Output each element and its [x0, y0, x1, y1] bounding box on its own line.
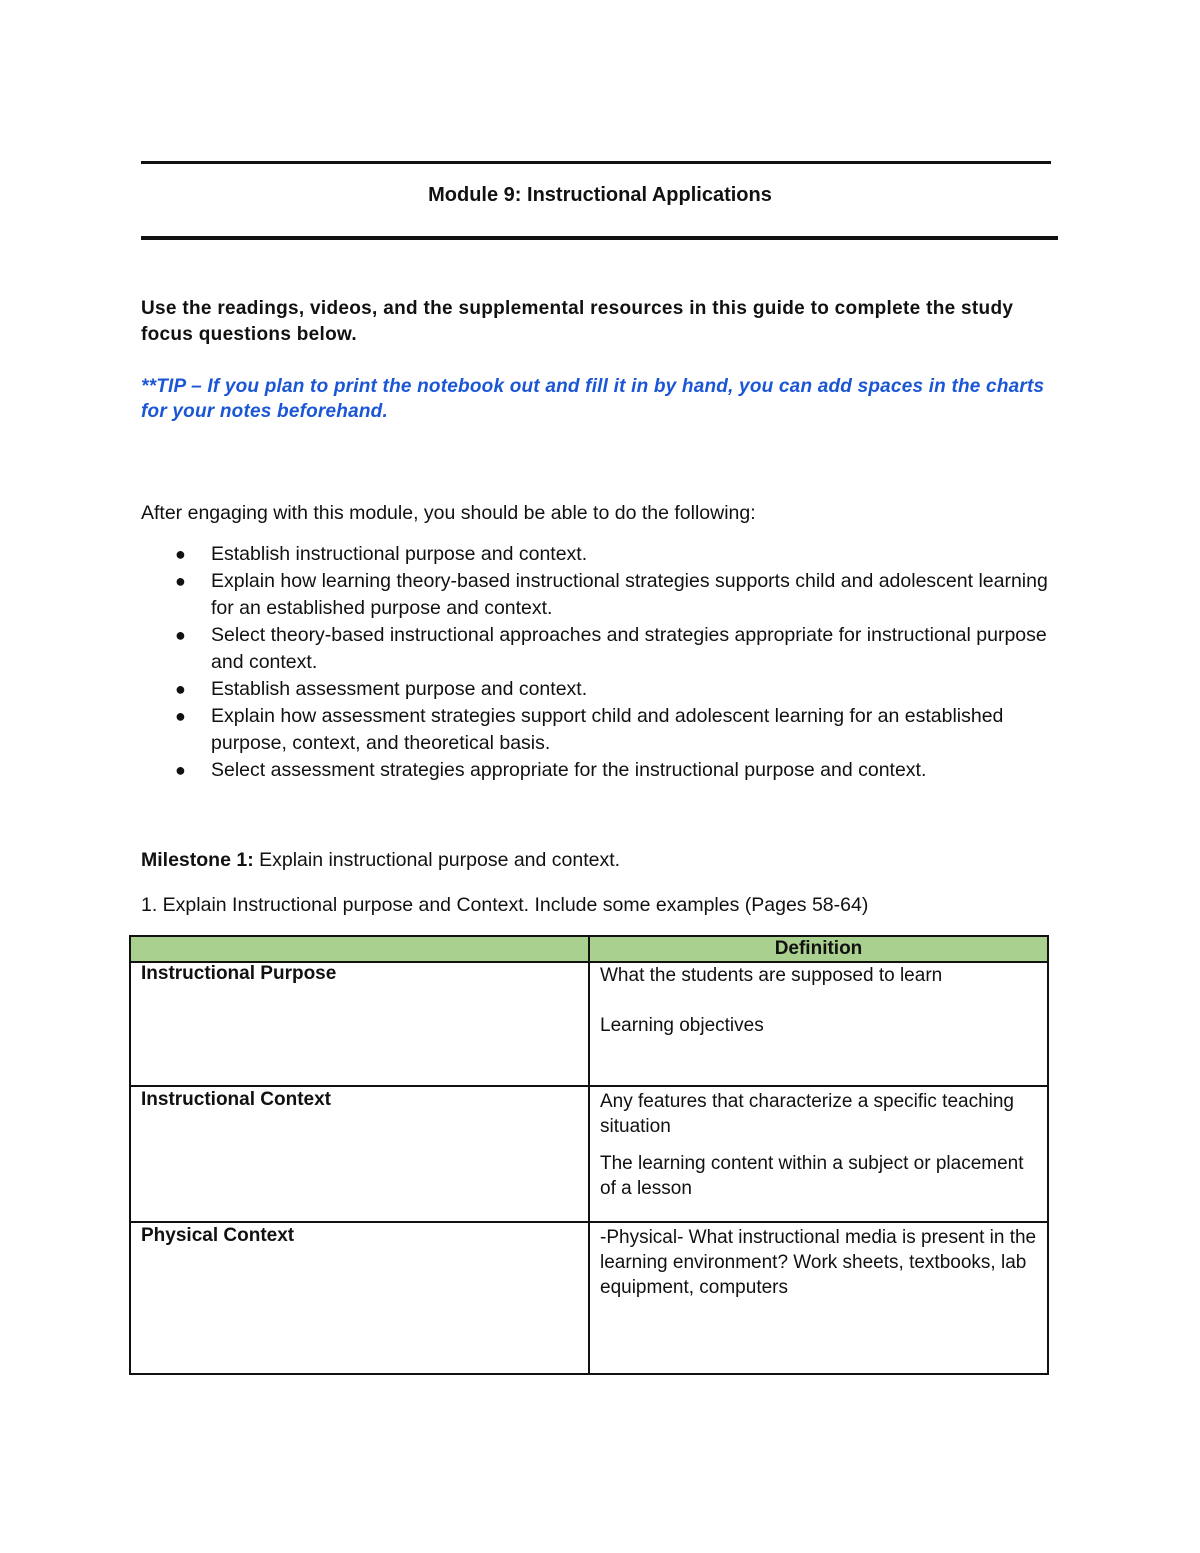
bullet-icon: ●	[175, 760, 186, 780]
question-text: 1. Explain Instructional purpose and Context. Include some examples (Pages 58-64)	[141, 894, 869, 916]
bullet-icon: ●	[175, 625, 186, 645]
instructions-text: Use the readings, videos, and the supplemental resources in this guide to complete the study focus questions below.	[141, 298, 1014, 345]
term-cell: Instructional Context	[130, 1086, 589, 1222]
objective-item: ● Select theory-based instructional approaches and strategies appropriate for instructional purpose and context.	[175, 624, 1047, 673]
bullet-icon: ●	[175, 706, 186, 726]
objectives-lead: After engaging with this module, you should be able to do the following:	[141, 502, 756, 524]
table-row	[130, 1222, 1048, 1374]
definition-line: Learning objectives	[600, 1015, 764, 1036]
objective-item: ● Establish instructional purpose and context.	[141, 541, 1066, 568]
objective-item: ● Establish assessment purpose and context.	[141, 676, 1066, 703]
definition-cell	[589, 1222, 1048, 1374]
tip-text: **TIP – If you plan to print the notebook out and fill it in by hand, you can add spaces in the charts for your notes beforehand.	[141, 376, 1045, 422]
definition-line: Any features that characterize a specific teaching situation	[600, 1091, 1015, 1137]
term-cell: Instructional Purpose	[130, 962, 589, 1086]
milestone-heading	[141, 849, 620, 872]
top-rule	[141, 161, 1051, 164]
objective-item: ● Select assessment strategies appropriate for the instructional purpose and context.	[141, 757, 1066, 784]
bullet-icon: ●	[175, 571, 186, 591]
definition-line: The learning content within a subject or placement of a lesson	[600, 1153, 1024, 1199]
table-header-row	[130, 936, 1048, 962]
definition-line: What the students are supposed to learn	[600, 965, 943, 986]
milestone-text: Explain instructional purpose and context.	[253, 849, 621, 871]
bullet-icon: ●	[175, 679, 186, 699]
definition-cell	[589, 962, 1048, 1086]
table-row	[130, 1086, 1048, 1222]
objectives-list	[141, 541, 1066, 784]
page-title: Module 9: Instructional Applications	[428, 184, 772, 206]
objective-item: ● Explain how assessment strategies support child and adolescent learning for an established purpose, context, and theoretical basis.	[175, 705, 1004, 754]
bullet-icon: ●	[175, 544, 186, 564]
milestone-label: Milestone 1:	[141, 849, 254, 871]
objective-item: ● Explain how learning theory-based instructional strategies supports child and adolescent learning for an established purpose and context.	[175, 570, 1048, 619]
header-cell-empty	[130, 936, 589, 962]
definition-line: -Physical- What instructional media is present in the learning environment? Work sheets, textbooks, lab equipment, computers	[600, 1227, 1037, 1298]
table-row	[130, 962, 1048, 1086]
definitions-table	[129, 935, 1049, 1375]
bottom-rule	[141, 236, 1058, 240]
header-cell-definition: Definition	[589, 936, 1048, 962]
term-cell: Physical Context	[130, 1222, 589, 1374]
definition-cell	[589, 1086, 1048, 1222]
